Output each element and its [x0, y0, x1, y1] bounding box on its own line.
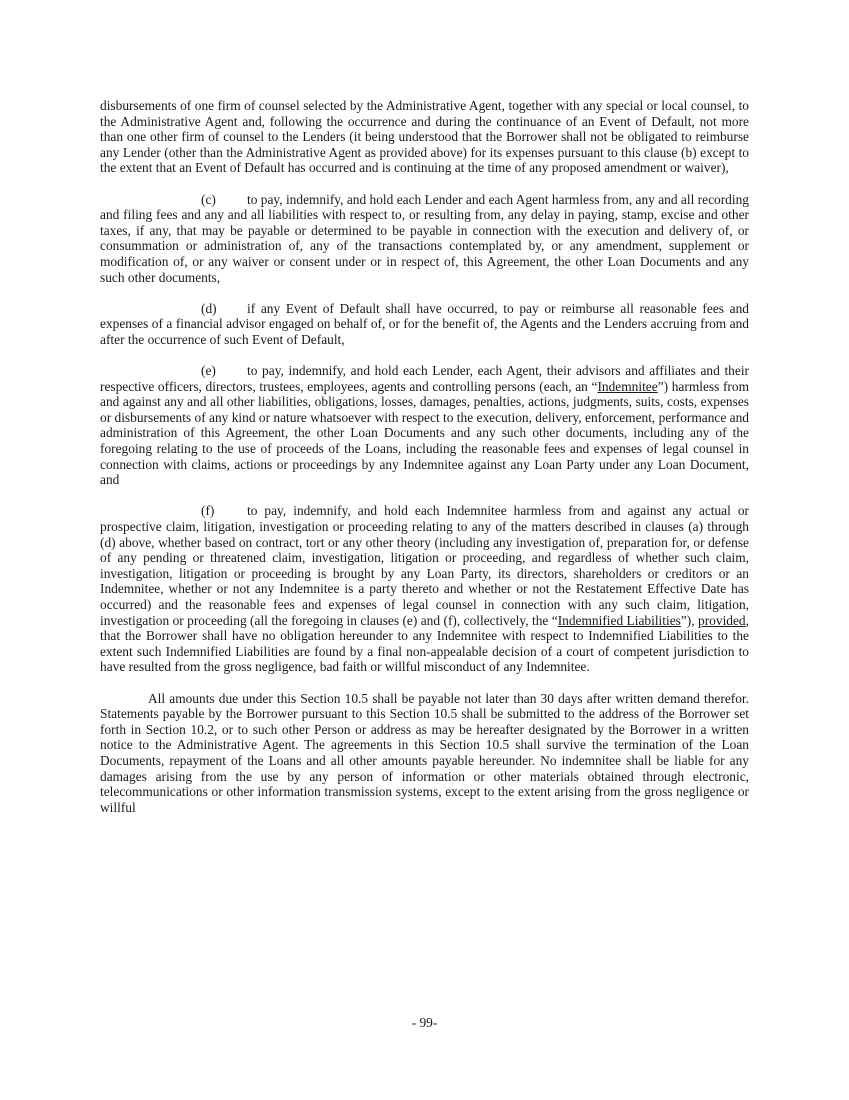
paragraph-b-continuation: disbursements of one firm of counsel selected by the Administrative Agent, together with any special or local counsel, to the Administrative Agent and, following the occurrence and during the continuance of an Event of Default, not more than one other firm of counsel to the Lenders (it being understood that the Borrower shall not be obligated to reimburse any Lender (other than the Administrative Agent as provided above) for its expenses pursuant to this clause (b) except to the extent that an Event of Default has occurred and is continuing at the time of any proposed amendment or waiver),	[100, 98, 749, 176]
clause-f-text-1: to pay, indemnify, and hold each Indemnitee harmless from and against any actual or prospective claim, litigation, investigation or proceeding relating to any of the matters described in clauses (a) through (d) above, whether based on contract, tort or any other theory (including any investigation of, preparation for, or defense of any pending or threatened claim, investigation, litigation or proceeding, and regardless of whether such claim, investigation, litigation or proceeding is brought by any Loan Party, its directors, shareholders or creditors or an Indemnitee, whether or not any Indemnitee is a party thereto and whether or not the Restatement Effective Date has occurred) and the reasonable fees and expenses of legal counsel in connection with any such claim, litigation, investigation or proceeding (all the foregoing in clauses (e) and (f), collectively, the “	[100, 503, 749, 628]
clause-d	[100, 301, 749, 348]
clause-e	[100, 363, 749, 488]
clause-d-text: if any Event of Default shall have occurred, to pay or reimburse all reasonable fees and expenses of a financial advisor engaged on behalf of, or for the benefit of, the Agents and the Lenders accruing from and after the occurrence of such Event of Default,	[100, 300, 749, 347]
clause-e-text-2: ”) harmless from and against any and all other liabilities, obligations, losses, damages, penalties, actions, judgments, suits, costs, expenses or disbursements of any kind or nature whatsoever with respect to the execution, delivery, enforcement, performance and administration of this Agreement, the other Loan Documents and any such other documents, including any of the foregoing relating to the use of proceeds of the Loans, including the reasonable fees and expenses of legal counsel in connection with claims, actions or proceedings by any Indemnitee against any Loan Party under any Loan Document, and	[100, 378, 749, 488]
clause-f-text-3: , that the Borrower shall have no obligation hereunder to any Indemnitee with respect to Indemnified Liabilities to the extent such Indemnified Liabilities are found by a final non-appealable decision of a court of competent jurisdiction to have resulted from the gross negligence, bad faith or willful misconduct of any Indemnitee.	[100, 612, 749, 675]
clause-c-label: (c)	[201, 191, 216, 207]
clause-c	[100, 192, 749, 286]
clause-c-text: to pay, indemnify, and hold each Lender and each Agent harmless from, any and all recording and filing fees and any and all liabilities with respect to, or resulting from, any delay in paying, stamp, excise and other taxes, if any, that may be payable or determined to be payable in connection with the execution and delivery of, or consummation or administration of, any of the transactions contemplated by, or any amendment, supplement or modification of, or any waiver or consent under or in respect of, this Agreement, the other Loan Documents and any such other documents,	[100, 191, 749, 285]
proviso-term: provided	[698, 612, 746, 628]
clause-d-label: (d)	[201, 300, 217, 316]
clause-f-text-2: ”),	[680, 612, 699, 628]
clause-f	[100, 503, 749, 675]
page-number: - 99-	[411, 1015, 438, 1030]
defined-term-indemnitee: Indemnitee	[597, 378, 658, 394]
defined-term-indemnified-liabilities: Indemnified Liabilities	[557, 612, 681, 628]
closing-paragraph: All amounts due under this Section 10.5 shall be payable not later than 30 days after written demand therefor. Statements payable by the Borrower pursuant to this Section 10.5 shall be submitted to the address of the Borrower set forth in Section 10.2, or to such other Person or address as may be hereafter designated by the Borrower in a written notice to the Administrative Agent. The agreements in this Section 10.5 shall survive the termination of the Loan Documents, repayment of the Loans and all other amounts payable hereunder. No indemnitee shall be liable for any damages arising from the use by any person of information or other materials obtained through electronic, telecommunications or other information transmission systems, except to the extent arising from the gross negligence or willful	[100, 690, 749, 815]
clause-e-text-1: to pay, indemnify, and hold each Lender, each Agent, their advisors and affiliates and their respective officers, directors, trustees, employees, agents and controlling persons (each, an “	[100, 363, 749, 394]
clause-e-label: (e)	[201, 363, 216, 379]
document-page	[100, 98, 749, 831]
clause-f-label: (f)	[201, 503, 215, 519]
